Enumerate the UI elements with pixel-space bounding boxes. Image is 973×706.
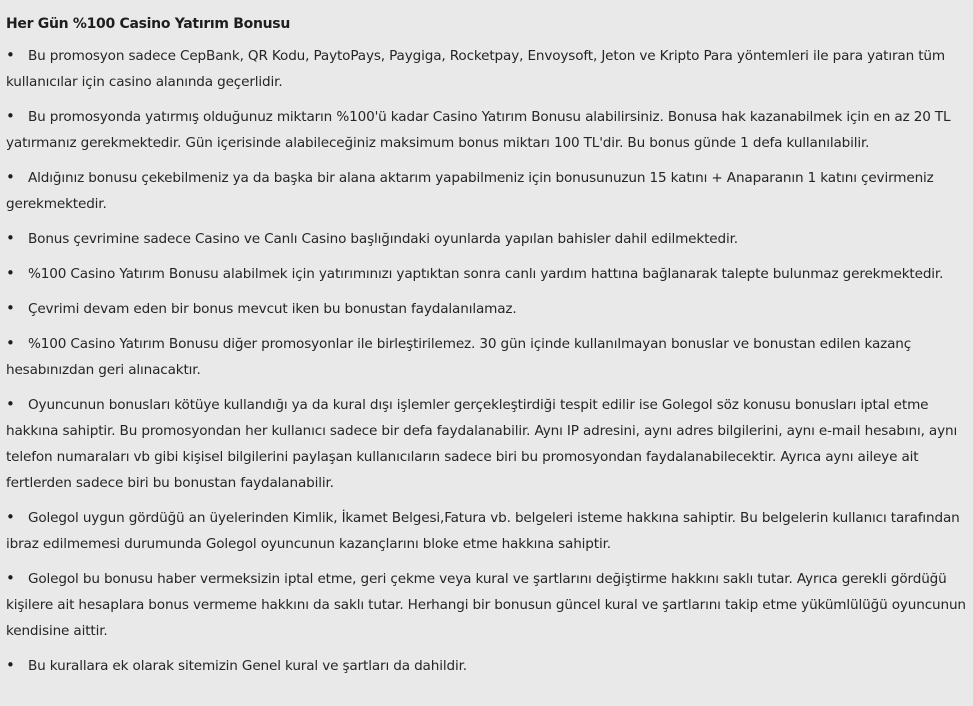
page-title: Her Gün %100 Casino Yatırım Bonusu (6, 16, 291, 32)
rule-text: Aldığınız bonusu çekebilmeniz ya da başka bir alana aktarım yapabilmeniz için bonusunuzun 15 katını + Anaparanın 1 katını çevirmeniz gerekmektedir. (6, 170, 934, 212)
rule-text: Çevrimi devam eden bir bonus mevcut iken bu bonustan faydalanılamaz. (28, 301, 517, 317)
bullet-icon: • (6, 508, 15, 526)
rule-text: %100 Casino Yatırım Bonusu alabilmek için yatırımınızı yaptıktan sonra canlı yardım hattına bağlanarak talepte bulunmaz gerekmektedir. (28, 266, 944, 282)
rule-text: Golegol bu bonusu haber vermeksizin iptal etme, geri çekme veya kural ve şartlarını değiştirme hakkını saklı tutar. Ayrıca gerekli gördüğü kişilere ait hesaplara bonus vermeme hakkını da saklı tutar. Herhangi bir bonusun güncel kural ve şartlarını takip etme yükümlülüğü oyuncunun kendisine aittir. (6, 571, 966, 639)
list-item (6, 42, 967, 95)
rule-text: Bu kurallara ek olarak sitemizin Genel kural ve şartları da dahildir. (28, 658, 467, 674)
list-item (6, 295, 967, 322)
list-item (6, 260, 967, 287)
bullet-icon: • (6, 264, 15, 282)
list-item (6, 225, 967, 252)
rule-text: Bu promosyonda yatırmış olduğunuz miktarın %100'ü kadar Casino Yatırım Bonusu alabilirsiniz. Bonusa hak kazanabilmek için en az 20 TL yatırmanız gerekmektedir. Gün içerisinde alabileceğiniz maksimum bonus miktarı 100 TL'dir. Bu bonus günde 1 defa kullanılabilir. (6, 109, 951, 151)
rule-text: Golegol uygun gördüğü an üyelerinden Kimlik, İkamet Belgesi,Fatura vb. belgeleri isteme hakkına sahiptir. Bu belgelerin kullanıcı tarafından ibraz edilmemesi durumunda Golegol oyuncunun kazançlarını bloke etme hakkına sahiptir. (6, 510, 960, 552)
list-item (6, 504, 967, 557)
rule-text: Oyuncunun bonusları kötüye kullandığı ya da kural dışı işlemler gerçekleştirdiği tespit edilir ise Golegol söz konusu bonusları iptal etme hakkına sahiptir. Bu promosyondan her kullanıcı sadece bir defa faydalanabilir. Aynı IP adresini, aynı adres bilgilerini, aynı e-mail hesabını, aynı telefon numaraları vb gibi kişisel bilgilerini paylaşan kullanıcıların sadece biri bu promosyondan faydalanabilecektir. Ayrıca aynı aileye ait fertlerden sadece biri bu bonustan faydalanabilir. (6, 397, 958, 491)
rule-text: Bonus çevrimine sadece Casino ve Canlı Casino başlığındaki oyunlarda yapılan bahisler dahil edilmektedir. (28, 231, 738, 247)
list-item (6, 103, 967, 156)
list-item (6, 391, 967, 496)
rule-text: Bu promosyon sadece CepBank, QR Kodu, PaytoPays, Paygiga, Rocketpay, Envoysoft, Jeton ve Kripto Para yöntemleri ile para yatıran tüm kullanıcılar için casino alanında geçerlidir. (6, 48, 945, 90)
rules-list (6, 42, 967, 679)
rule-text: %100 Casino Yatırım Bonusu diğer promosyonlar ile birleştirilemez. 30 gün içinde kullanılmayan bonuslar ve bonustan edilen kazanç hesabınızdan geri alınacaktır. (6, 336, 912, 378)
list-item (6, 330, 967, 383)
bullet-icon: • (6, 299, 15, 317)
bullet-icon: • (6, 569, 15, 587)
bullet-icon: • (6, 229, 15, 247)
list-item (6, 565, 967, 644)
bullet-icon: • (6, 46, 15, 64)
bullet-icon: • (6, 107, 15, 125)
bullet-icon: • (6, 656, 15, 674)
list-item (6, 652, 967, 679)
bullet-icon: • (6, 168, 15, 186)
list-item (6, 164, 967, 217)
bullet-icon: • (6, 334, 15, 352)
bullet-icon: • (6, 395, 15, 413)
